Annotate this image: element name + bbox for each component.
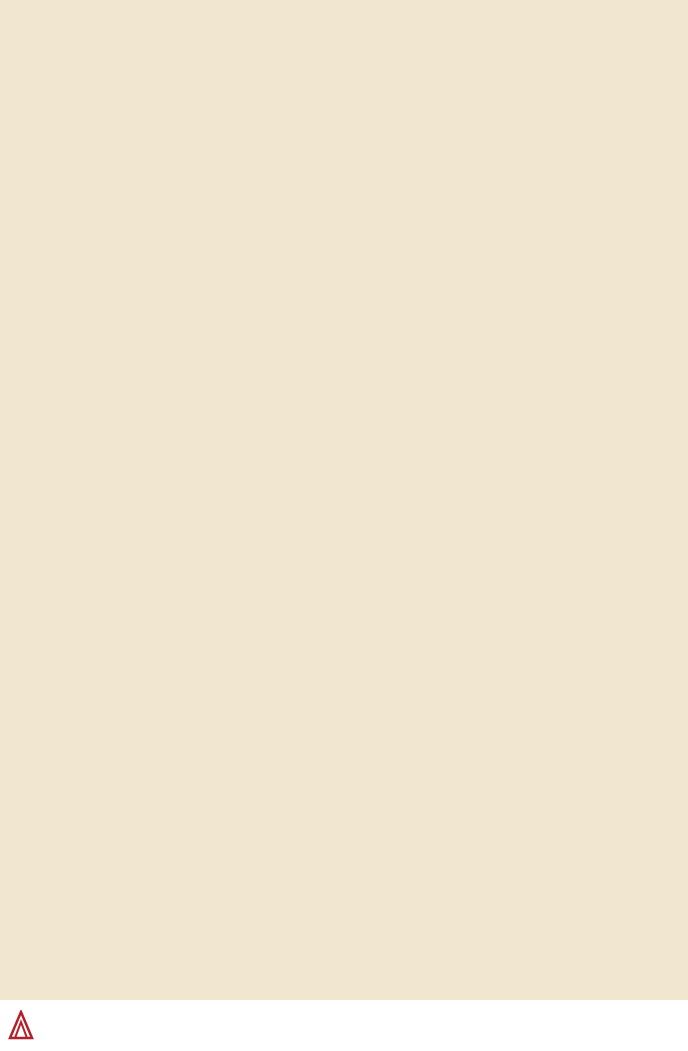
catalog-entries [46, 87, 580, 99]
university-library-logo[interactable] [8, 1010, 128, 1044]
viewer-bottom-bar [0, 1000, 688, 1051]
dfg-logo[interactable] [590, 1004, 680, 1048]
running-head [46, 51, 580, 71]
library-logo-icon [8, 1010, 34, 1040]
